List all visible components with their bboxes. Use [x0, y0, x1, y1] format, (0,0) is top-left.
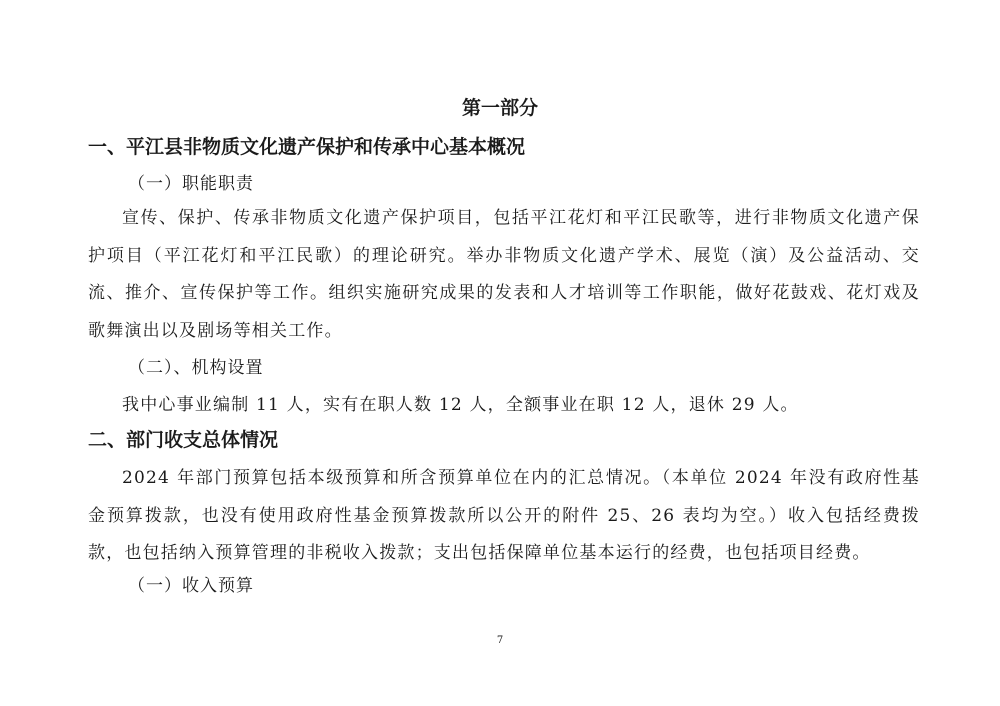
- part-title: 第一部分: [461, 97, 538, 119]
- section1-heading: 一、平江县非物质文化遗产保护和传承中心基本概况: [88, 136, 526, 158]
- section1-sub1-paragraph: 宣传、保护、传承非物质文化遗产保护项目，包括平江花灯和平江民歌等，进行非物质文化遗产保护项目（平江花灯和平江民歌）的理论研究。举办非物质文化遗产学术、展览（演）及公益活动、交流、推介、宣传保护等工作。组织实施研究成果的发表和人才培训等工作职能，做好花鼓戏、花灯戏及歌舞演出以及剧场等相关工作。: [88, 208, 920, 341]
- section2-paragraph: 2024 年部门预算包括本级预算和所含预算单位在内的汇总情况。（本单位 2024 年没有政府性基金预算拨款，也没有使用政府性基金预算拨款所以公开的附件 25、26 表均为空。）收入包括经费拨款，也包括纳入预算管理的非税收入拨款；支出包括保障单位基本运行的经费，也包括项目经费。: [88, 468, 920, 563]
- section2-heading: 二、部门收支总体情况: [88, 429, 279, 451]
- section2-sub1-heading: （一）收入预算: [128, 576, 254, 596]
- page-number: 7: [496, 635, 504, 646]
- section1-sub2-paragraph: 我中心事业编制 11 人，实有在职人数 12 人，全额事业在职 12 人，退休 29 人。: [122, 395, 799, 415]
- section1-sub2-heading: （二）、机构设置: [128, 358, 264, 378]
- section1-sub1-heading: （一）职能职责: [128, 174, 254, 194]
